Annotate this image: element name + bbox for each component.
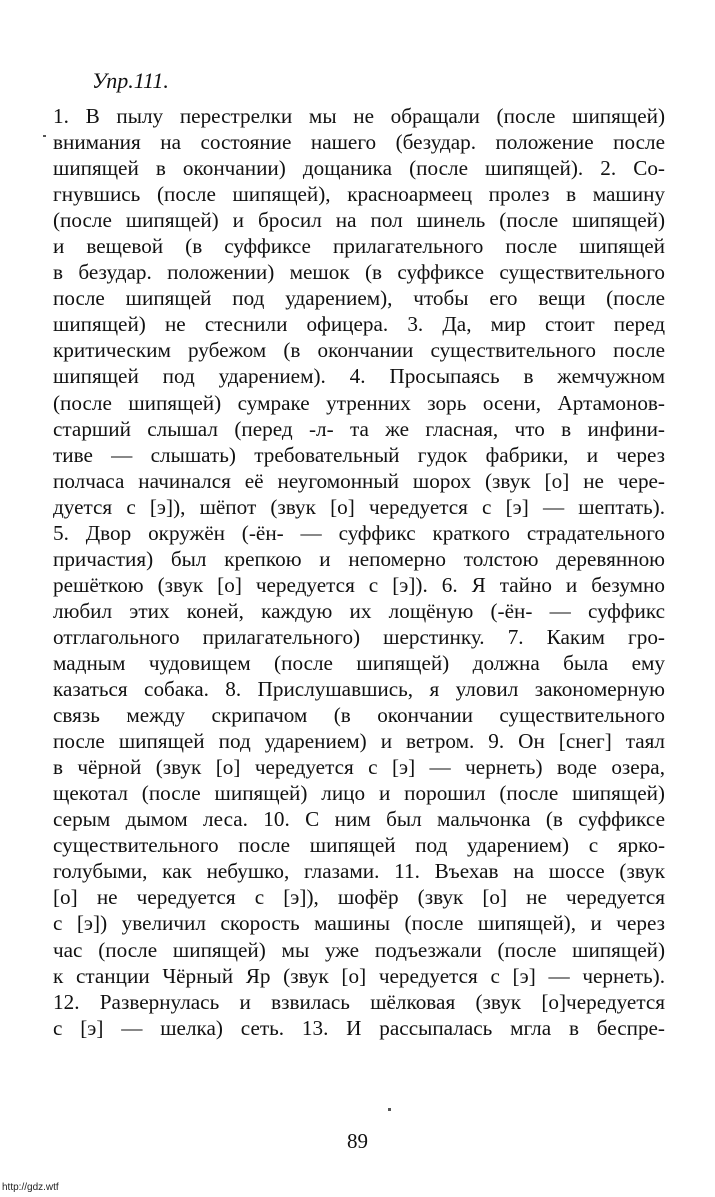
text-line: после шипящей под ударением) и ветром. 9. Он [снег] таял	[53, 729, 665, 754]
text-line: полчаса начинался её неугомонный шорох (звук [о] не чере-	[53, 468, 665, 493]
text-line: 12. Развернулась и взвилась шёлковая (звук [о]чередуется	[53, 989, 665, 1014]
exercise-heading: Упр.111.	[92, 68, 169, 93]
text-line: казаться собака. 8. Прислушавшись, я уловил закономерную	[53, 677, 665, 702]
text-line: (после шипящей) сумраке утренних зорь осени, Артамонов-	[53, 390, 665, 415]
text-line: внимания на состояние нашего (безудар. положение после	[53, 130, 665, 155]
text-line: причастия) был крепкою и непомерно толстою деревянною	[53, 546, 665, 571]
text-line: дуется с [э]), шёпот (звук [о] чередуется с [э] — шептать).	[53, 494, 665, 519]
text-line: связь между скрипачом (в окончании существительного	[53, 703, 665, 728]
text-line: с [э] — шелка) сеть. 13. И рассыпалась мгла в беспре-	[53, 1015, 665, 1040]
watermark-url: http://gdz.wtf	[2, 1182, 59, 1193]
text-line: существительного после шипящей под ударением) с ярко-	[53, 833, 665, 858]
text-line: мадным чудовищем (после шипящей) должна была ему	[53, 650, 665, 675]
text-line: в безудар. положении) мешок (в суффиксе существительного	[53, 260, 665, 285]
page-number: 89	[347, 1129, 368, 1153]
text-line: с [э]) увеличил скорость машины (после шипящей), и через	[53, 911, 665, 936]
scan-speck	[388, 1108, 391, 1111]
text-line: в чёрной (звук [о] чередуется с [э] — чернеть) воде озера,	[53, 755, 665, 780]
text-line: любил этих коней, каждую их лощёную (-ён- — суффикс	[53, 598, 665, 623]
text-line: [о] не чередуется с [э]), шофёр (звук [о] не чередуется	[53, 885, 665, 910]
text-line: час (после шипящей) мы уже подъезжали (после шипящей)	[53, 937, 665, 962]
text-line: решёткою (звук [о] чередуется с [э]). 6. Я тайно и безумно	[53, 572, 665, 597]
text-line: шипящей под ударением). 4. Просыпаясь в жемчужном	[53, 364, 665, 389]
text-line: критическим рубежом (в окончании существительного после	[53, 338, 665, 363]
exercise-text	[53, 103, 665, 1041]
text-line: щекотал (после шипящей) лицо и порошил (после шипящей)	[53, 781, 665, 806]
text-line: старший слышал (перед -л- та же гласная, что в инфини-	[53, 416, 665, 441]
text-line: 1. В пылу перестрелки мы не обращали (после шипящей)	[53, 104, 665, 128]
text-line: (после шипящей) и бросил на пол шинель (после шипящей)	[53, 208, 665, 233]
scan-speck	[43, 135, 46, 137]
text-line: шипящей в окончании) дощаника (после шипящей). 2. Со-	[53, 156, 665, 181]
text-line: отглагольного прилагательного) шерстинку. 7. Каким гро-	[53, 624, 665, 649]
text-line: 5. Двор окружён (-ён- — суффикс краткого страдательного	[53, 520, 665, 545]
text-line: голубыми, как небушко, глазами. 11. Въехав на шоссе (звук	[53, 859, 665, 884]
text-line: и вещевой (в суффиксе прилагательного после шипящей	[53, 234, 665, 259]
text-line: шипящей) не стеснили офицера. 3. Да, мир стоит перед	[53, 312, 665, 337]
text-line: гнувшись (после шипящей), красноармеец пролез в машину	[53, 182, 665, 207]
text-line: серым дымом леса. 10. С ним был мальчонка (в суффиксе	[53, 807, 665, 832]
text-line: тиве — слышать) требовательный гудок фабрики, и через	[53, 442, 665, 467]
text-line: к станции Чёрный Яр (звук [о] чередуется с [э] — чернеть).	[53, 963, 665, 988]
text-line: после шипящей под ударением), чтобы его вещи (после	[53, 286, 665, 311]
